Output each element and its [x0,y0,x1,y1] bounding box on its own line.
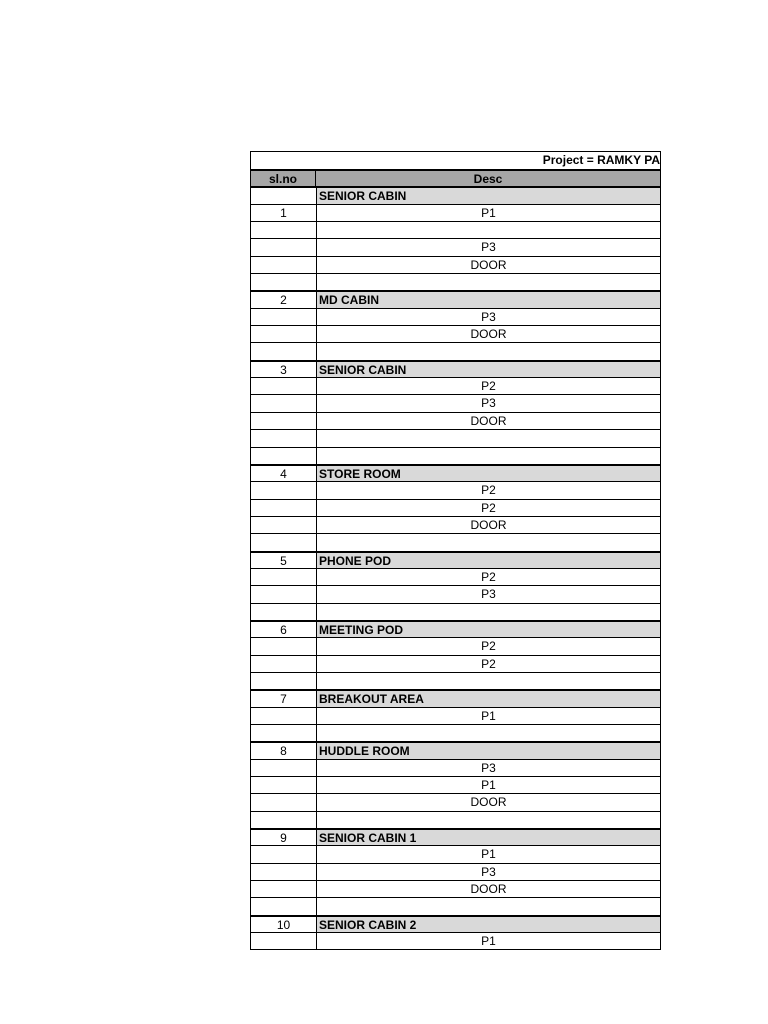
desc-cell[interactable]: DOOR [316,413,661,430]
blank-row [250,812,661,829]
table-row [250,500,661,517]
blank-row [250,534,661,551]
desc-cell[interactable] [316,725,661,742]
slno-cell[interactable] [250,708,316,725]
section-row [250,690,661,707]
section-title-cell[interactable]: BREAKOUT AREA [316,690,661,707]
table-row [250,864,661,881]
section-row [250,621,661,638]
slno-cell[interactable]: 6 [250,621,316,638]
slno-cell[interactable] [250,656,316,673]
table-row [250,239,661,256]
slno-cell[interactable] [250,569,316,586]
slno-cell[interactable] [250,898,316,915]
slno-cell[interactable] [250,257,316,274]
slno-cell[interactable] [250,638,316,655]
slno-cell[interactable] [250,881,316,898]
slno-cell[interactable] [250,586,316,603]
table-row [250,846,661,863]
table-row [250,656,661,673]
desc-cell[interactable]: DOOR [316,517,661,534]
table-body [250,187,661,950]
table-row [250,395,661,412]
column-header-row [250,170,661,187]
section-row [250,552,661,569]
desc-cell[interactable]: P3 [316,760,661,777]
project-title: Project = RAMKY PA [542,153,660,167]
desc-cell[interactable] [316,534,661,551]
table-row [250,569,661,586]
section-title-cell[interactable]: SENIOR CABIN [316,361,661,378]
blank-row [250,448,661,465]
section-title-cell[interactable]: STORE ROOM [316,465,661,482]
slno-cell[interactable]: 2 [250,291,316,308]
slno-cell[interactable] [250,378,316,395]
slno-cell[interactable] [250,760,316,777]
desc-cell[interactable] [316,343,661,360]
section-row [250,829,661,846]
desc-cell[interactable]: DOOR [316,257,661,274]
slno-cell[interactable] [250,413,316,430]
blank-row [250,343,661,360]
slno-cell[interactable] [250,846,316,863]
slno-cell[interactable] [250,343,316,360]
table-row [250,933,661,950]
slno-cell[interactable] [250,326,316,343]
section-title-cell[interactable]: MD CABIN [316,291,661,308]
section-title-cell[interactable]: SENIOR CABIN 1 [316,829,661,846]
table-row [250,777,661,794]
slno-cell[interactable] [250,673,316,690]
section-row [250,291,661,308]
project-title-row [250,151,661,170]
section-row [250,361,661,378]
desc-cell[interactable]: P2 [316,569,661,586]
spreadsheet [250,151,661,950]
table-row [250,517,661,534]
blank-row [250,604,661,621]
table-row [250,309,661,326]
slno-cell[interactable] [250,482,316,499]
table-row [250,760,661,777]
slno-cell[interactable] [250,500,316,517]
desc-cell[interactable]: P3 [316,395,661,412]
desc-cell[interactable]: P2 [316,500,661,517]
slno-cell[interactable] [250,395,316,412]
desc-cell[interactable]: P3 [316,309,661,326]
section-row [250,187,661,204]
table-row [250,378,661,395]
column-header-desc[interactable]: Desc [316,170,661,187]
desc-cell[interactable]: P3 [316,239,661,256]
table-row [250,257,661,274]
table-row [250,482,661,499]
section-title-cell[interactable]: HUDDLE ROOM [316,742,661,759]
slno-cell[interactable] [250,222,316,239]
slno-cell[interactable] [250,239,316,256]
desc-cell[interactable]: P3 [316,586,661,603]
table-row [250,794,661,811]
desc-cell[interactable]: P1 [316,205,661,222]
slno-cell[interactable]: 5 [250,552,316,569]
desc-cell[interactable] [316,448,661,465]
slno-cell[interactable] [250,794,316,811]
slno-cell[interactable] [250,187,316,204]
desc-cell[interactable]: DOOR [316,326,661,343]
section-title-cell[interactable]: SENIOR CABIN [316,187,661,204]
desc-cell[interactable] [316,430,661,447]
slno-cell[interactable]: 3 [250,361,316,378]
desc-cell[interactable]: DOOR [316,794,661,811]
slno-cell[interactable] [250,517,316,534]
blank-row [250,222,661,239]
slno-cell[interactable]: 1 [250,205,316,222]
section-row [250,465,661,482]
slno-cell[interactable]: 9 [250,829,316,846]
desc-cell[interactable] [316,812,661,829]
blank-row [250,898,661,915]
desc-cell[interactable]: P1 [316,846,661,863]
section-title-cell[interactable]: MEETING POD [316,621,661,638]
table-row [250,708,661,725]
desc-cell[interactable]: P2 [316,656,661,673]
slno-cell[interactable] [250,604,316,621]
slno-cell[interactable] [250,534,316,551]
section-title-cell[interactable]: SENIOR CABIN 2 [316,916,661,933]
slno-cell[interactable] [250,864,316,881]
column-header-slno[interactable]: sl.no [250,170,316,187]
blank-row [250,725,661,742]
table-row [250,413,661,430]
blank-row [250,430,661,447]
section-row [250,742,661,759]
slno-cell[interactable]: 8 [250,742,316,759]
desc-cell[interactable]: P1 [316,708,661,725]
table-row [250,326,661,343]
table-row [250,205,661,222]
desc-cell[interactable]: P3 [316,864,661,881]
section-row [250,916,661,933]
desc-cell[interactable] [316,222,661,239]
slno-cell[interactable] [250,777,316,794]
table-row [250,586,661,603]
table-row [250,881,661,898]
desc-cell[interactable] [316,274,661,291]
table-row [250,638,661,655]
desc-cell[interactable]: P2 [316,482,661,499]
slno-cell[interactable] [250,933,316,950]
slno-cell[interactable] [250,309,316,326]
slno-cell[interactable]: 10 [250,916,316,933]
desc-cell[interactable]: P1 [316,777,661,794]
desc-cell[interactable]: P2 [316,638,661,655]
desc-cell[interactable]: P2 [316,378,661,395]
slno-cell[interactable]: 4 [250,465,316,482]
slno-cell[interactable]: 7 [250,690,316,707]
blank-row [250,673,661,690]
slno-cell[interactable] [250,812,316,829]
desc-cell[interactable] [316,898,661,915]
desc-cell[interactable]: DOOR [316,881,661,898]
slno-cell[interactable] [250,430,316,447]
desc-cell[interactable] [316,604,661,621]
desc-cell[interactable]: P1 [316,933,661,950]
blank-row [250,274,661,291]
slno-cell[interactable] [250,448,316,465]
slno-cell[interactable] [250,725,316,742]
desc-cell[interactable] [316,673,661,690]
slno-cell[interactable] [250,274,316,291]
section-title-cell[interactable]: PHONE POD [316,552,661,569]
